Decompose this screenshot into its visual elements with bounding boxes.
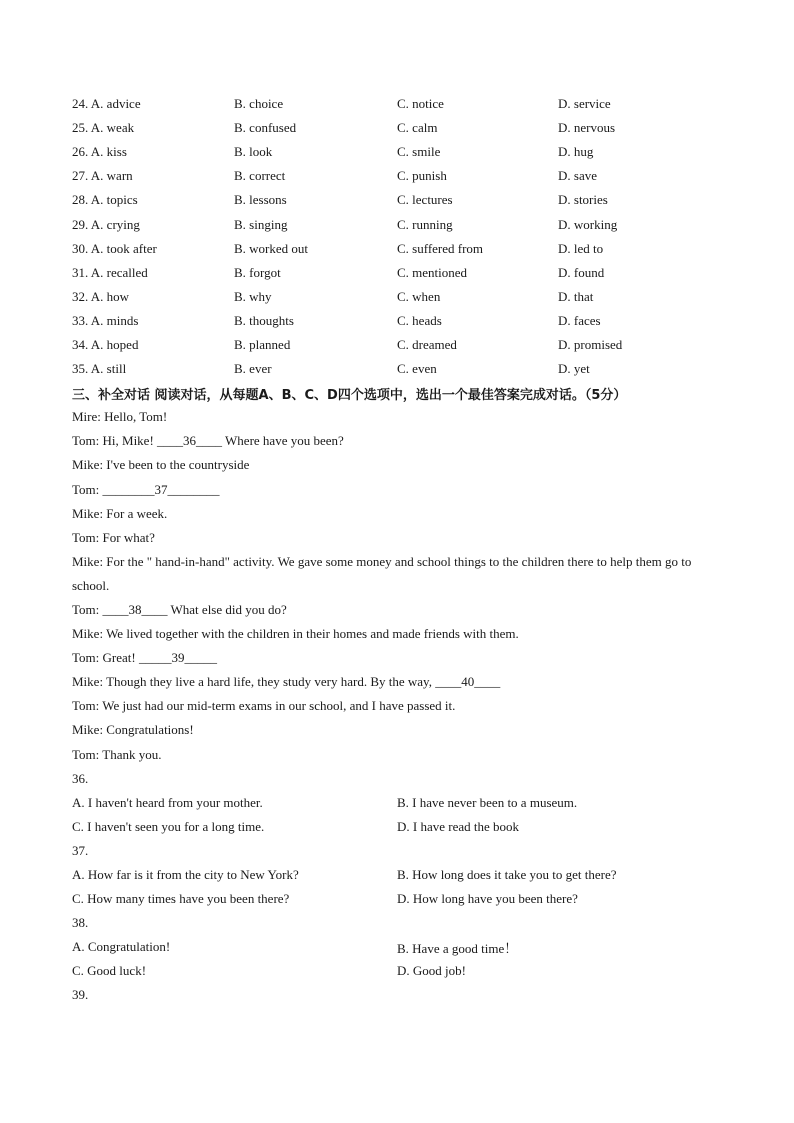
- choice-row-30: [72, 237, 722, 261]
- option-d: D. faces: [558, 312, 601, 328]
- option-d: D. found: [558, 264, 605, 280]
- option-c: C. heads: [397, 312, 442, 328]
- dialogue-line: Mike: Though they live a hard life, they study very hard. By the way, ____40____: [72, 674, 501, 690]
- dialogue-line: Mire: Hello, Tom!: [72, 409, 168, 425]
- option-c: C. suffered from: [397, 240, 484, 256]
- choice-row-27: [72, 164, 722, 188]
- option-c: C. lectures: [397, 192, 453, 208]
- choice-row-26: [72, 140, 722, 164]
- dialogue-line: Tom: Great! _____39_____: [72, 650, 217, 666]
- dialogue-line: Tom: ________37________: [72, 481, 220, 497]
- question-number: 36.: [72, 770, 89, 786]
- option-b: B. forgot: [234, 264, 281, 280]
- option-c: C. smile: [397, 144, 441, 160]
- option-d: D. Good job!: [397, 963, 466, 979]
- option-d: D. yet: [558, 361, 590, 377]
- option-a: 27. A. warn: [72, 168, 133, 184]
- choice-row-34: [72, 333, 722, 357]
- dialogue-line: Tom: Hi, Mike! ____36____ Where have you been?: [72, 433, 344, 449]
- option-d: D. hug: [558, 144, 594, 160]
- choice-row-32: [72, 285, 722, 309]
- option-d: D. stories: [558, 192, 608, 208]
- option-d: D. I have read the book: [397, 818, 520, 834]
- option-b: B. ever: [234, 361, 272, 377]
- option-a: 28. A. topics: [72, 192, 138, 208]
- question-36: [72, 767, 722, 839]
- option-c: C. punish: [397, 168, 447, 184]
- option-c: C. mentioned: [397, 264, 468, 280]
- option-d: D. nervous: [558, 120, 616, 136]
- option-c: C. calm: [397, 120, 438, 136]
- dialogue: [72, 405, 722, 766]
- option-a: 34. A. hoped: [72, 336, 139, 352]
- option-a: 35. A. still: [72, 361, 127, 377]
- exam-content: [72, 92, 722, 1008]
- choice-row-33: [72, 309, 722, 333]
- dialogue-line: Mike: Congratulations!: [72, 722, 194, 738]
- dialogue-line: Mike: I've been to the countryside: [72, 457, 250, 473]
- section-heading: 三、补全对话 阅读对话，从每题A、B、C、D四个选项中，选出一个最佳答案完成对话。（5分）: [72, 387, 627, 403]
- option-b: B. singing: [234, 216, 288, 232]
- option-a: A. How far is it from the city to New York?: [72, 867, 299, 883]
- option-a: 30. A. took after: [72, 240, 157, 256]
- option-a: 26. A. kiss: [72, 144, 127, 160]
- option-c: C. How many times have you been there?: [72, 891, 290, 907]
- dialogue-line: Mike: For a week.: [72, 505, 168, 521]
- choice-row-28: [72, 188, 722, 212]
- option-d: D. working: [558, 216, 618, 232]
- option-b: B. worked out: [234, 240, 309, 256]
- choice-row-31: [72, 261, 722, 285]
- option-c: C. Good luck!: [72, 963, 147, 979]
- choice-row-29: [72, 212, 722, 236]
- option-b: B. confused: [234, 120, 297, 136]
- question-38: [72, 911, 722, 983]
- option-b: B. Have a good time！: [397, 940, 518, 956]
- option-a: A. Congratulation!: [72, 939, 171, 955]
- dialogue-line: Mike: For the " hand-in-hand" activity. We gave some money and school things to the children there to help them go to school.: [72, 553, 692, 593]
- option-b: B. I have never been to a museum.: [397, 794, 578, 810]
- option-c: C. running: [397, 216, 453, 232]
- question-number: 37.: [72, 842, 89, 858]
- option-b: B. thoughts: [234, 312, 294, 328]
- option-d: D. service: [558, 96, 611, 112]
- dialogue-line: Tom: ____38____ What else did you do?: [72, 601, 287, 617]
- question-37: [72, 839, 722, 911]
- option-a: 33. A. minds: [72, 312, 139, 328]
- option-c: C. even: [397, 361, 437, 377]
- option-b: B. How long does it take you to get there?: [397, 867, 617, 883]
- dialogue-line: Tom: Thank you.: [72, 746, 162, 762]
- dialogue-line: Tom: For what?: [72, 529, 155, 545]
- choice-row-35: [72, 357, 722, 381]
- option-d: D. save: [558, 168, 597, 184]
- option-b: B. planned: [234, 336, 291, 352]
- option-d: D. led to: [558, 240, 604, 256]
- option-b: B. choice: [234, 96, 284, 112]
- option-c: C. I haven't seen you for a long time.: [72, 818, 265, 834]
- option-a: 32. A. how: [72, 288, 130, 304]
- question-number: 38.: [72, 915, 89, 931]
- option-b: B. correct: [234, 168, 286, 184]
- choice-table: [72, 92, 722, 381]
- option-c: C. dreamed: [397, 336, 457, 352]
- option-a: 29. A. crying: [72, 216, 140, 232]
- option-c: C. when: [397, 288, 441, 304]
- option-a: A. I haven't heard from your mother.: [72, 794, 263, 810]
- option-b: B. why: [234, 288, 272, 304]
- option-a: 31. A. recalled: [72, 264, 148, 280]
- dialogue-line: Mike: We lived together with the children in their homes and made friends with them.: [72, 626, 519, 642]
- option-b: B. lessons: [234, 192, 287, 208]
- option-c: C. notice: [397, 96, 444, 112]
- option-d: D. that: [558, 288, 594, 304]
- choice-row-24: [72, 92, 722, 116]
- dialogue-line: Tom: We just had our mid-term exams in our school, and I have passed it.: [72, 698, 456, 714]
- option-d: D. How long have you been there?: [397, 891, 578, 907]
- option-b: B. look: [234, 144, 273, 160]
- option-d: D. promised: [558, 336, 623, 352]
- option-a: 24. A. advice: [72, 96, 141, 112]
- choice-row-25: [72, 116, 722, 140]
- question-number: 39.: [72, 987, 89, 1003]
- option-a: 25. A. weak: [72, 120, 135, 136]
